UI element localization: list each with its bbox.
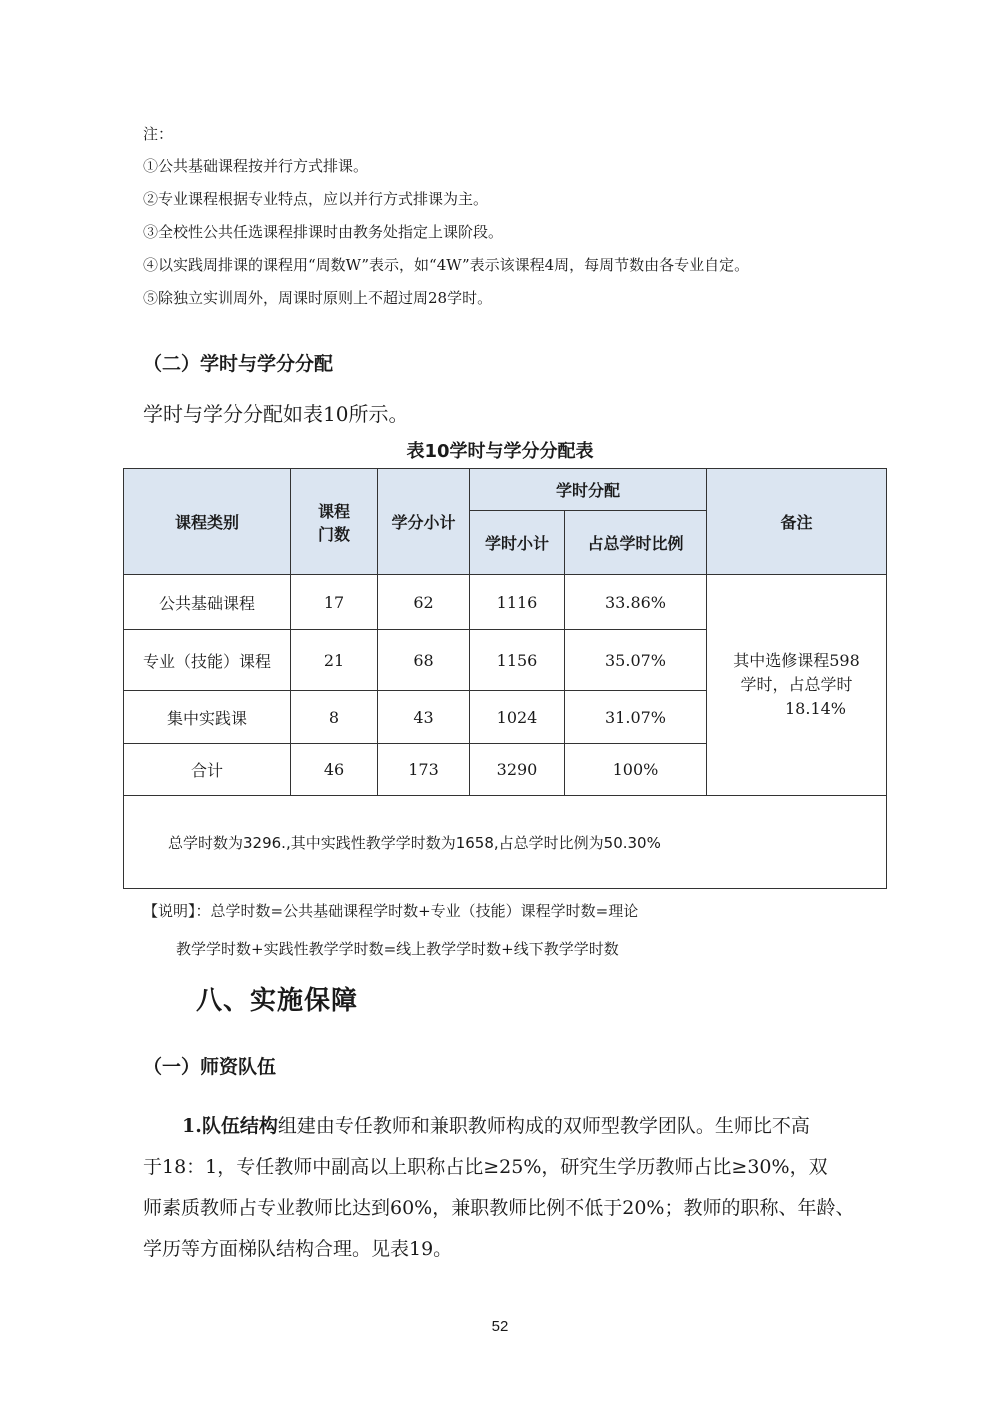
cell-count: 21: [291, 630, 378, 691]
note-item-5: ⑤除独立实训周外，周课时原则上不超过周28学时。: [143, 289, 493, 307]
cell-remark: 其中选修课程598 学时，占总学时 18.14%: [707, 575, 887, 796]
note-item-1: ①公共基础课程按并行方式排课。: [143, 157, 369, 175]
paragraph-line-4: 学历等方面梯队结构合理。见表19。: [143, 1238, 453, 1260]
cell-category: 合计: [124, 744, 291, 796]
section8-subheading: （一）师资队伍: [143, 1056, 277, 1078]
cell-count: 17: [291, 575, 378, 630]
cell-credits: 62: [378, 575, 470, 630]
credit-hours-table: [123, 468, 887, 889]
cell-count: 8: [291, 691, 378, 744]
cell-hours: 1024: [470, 691, 565, 744]
header-hours: 学时小计: [470, 511, 565, 575]
paragraph-line-2: 于18：1，专任教师中副高以上职称占比≥25%，研究生学历教师占比≥30%，双: [143, 1156, 828, 1178]
table-summary: 总学时数为3296.,其中实践性教学学时数为1658,占总学时比例为50.30%: [124, 796, 887, 889]
cell-category: 集中实践课: [124, 691, 291, 744]
cell-hours: 1156: [470, 630, 565, 691]
cell-category: 公共基础课程: [124, 575, 291, 630]
header-credits: 学分小计: [378, 469, 470, 575]
cell-ratio: 35.07%: [565, 630, 707, 691]
note-item-4: ④以实践周排课的课程用“周数W”表示，如“4W”表示该课程4周，每周节数由各专业自定。: [143, 256, 750, 274]
paragraph-line-3: 师素质教师占专业教师比达到60%，兼职教师比例不低于20%；教师的职称、年龄、: [143, 1197, 855, 1219]
paragraph-lead: 1.队伍结构: [182, 1115, 278, 1137]
header-count: 课程 门数: [291, 469, 378, 575]
header-category: 课程类别: [124, 469, 291, 575]
cell-category: 专业（技能）课程: [124, 630, 291, 691]
cell-ratio: 100%: [565, 744, 707, 796]
cell-ratio: 33.86%: [565, 575, 707, 630]
cell-hours: 3290: [470, 744, 565, 796]
cell-credits: 173: [378, 744, 470, 796]
paragraph-line-1: 1.队伍结构组建由专任教师和兼职教师构成的双师型教学团队。生师比不高: [182, 1115, 810, 1137]
section2-heading: （二）学时与学分分配: [143, 353, 334, 375]
section2-intro: 学时与学分分配如表10所示。: [143, 402, 409, 426]
table-title: 表10学时与学分分配表: [406, 441, 594, 462]
cell-ratio: 31.07%: [565, 691, 707, 744]
section8-heading: 八、实施保障: [196, 986, 359, 1016]
explanation-line-2: 教学学时数+实践性教学学时数=线上教学学时数+线下教学学时数: [176, 940, 619, 958]
note-item-2: ②专业课程根据专业特点，应以并行方式排课为主。: [143, 190, 489, 208]
header-hours-group: 学时分配: [470, 469, 707, 511]
notes-heading: 注：: [143, 125, 174, 143]
note-item-3: ③全校性公共任选课程排课时由教务处指定上课阶段。: [143, 223, 504, 241]
table-row: [124, 575, 887, 630]
explanation-line-1: 【说明】：总学时数=公共基础课程学时数+专业（技能）课程学时数=理论: [143, 902, 639, 920]
cell-credits: 68: [378, 630, 470, 691]
cell-count: 46: [291, 744, 378, 796]
cell-credits: 43: [378, 691, 470, 744]
header-remark: 备注: [707, 469, 887, 575]
page-number: 52: [491, 1318, 509, 1335]
cell-hours: 1116: [470, 575, 565, 630]
header-ratio: 占总学时比例: [565, 511, 707, 575]
